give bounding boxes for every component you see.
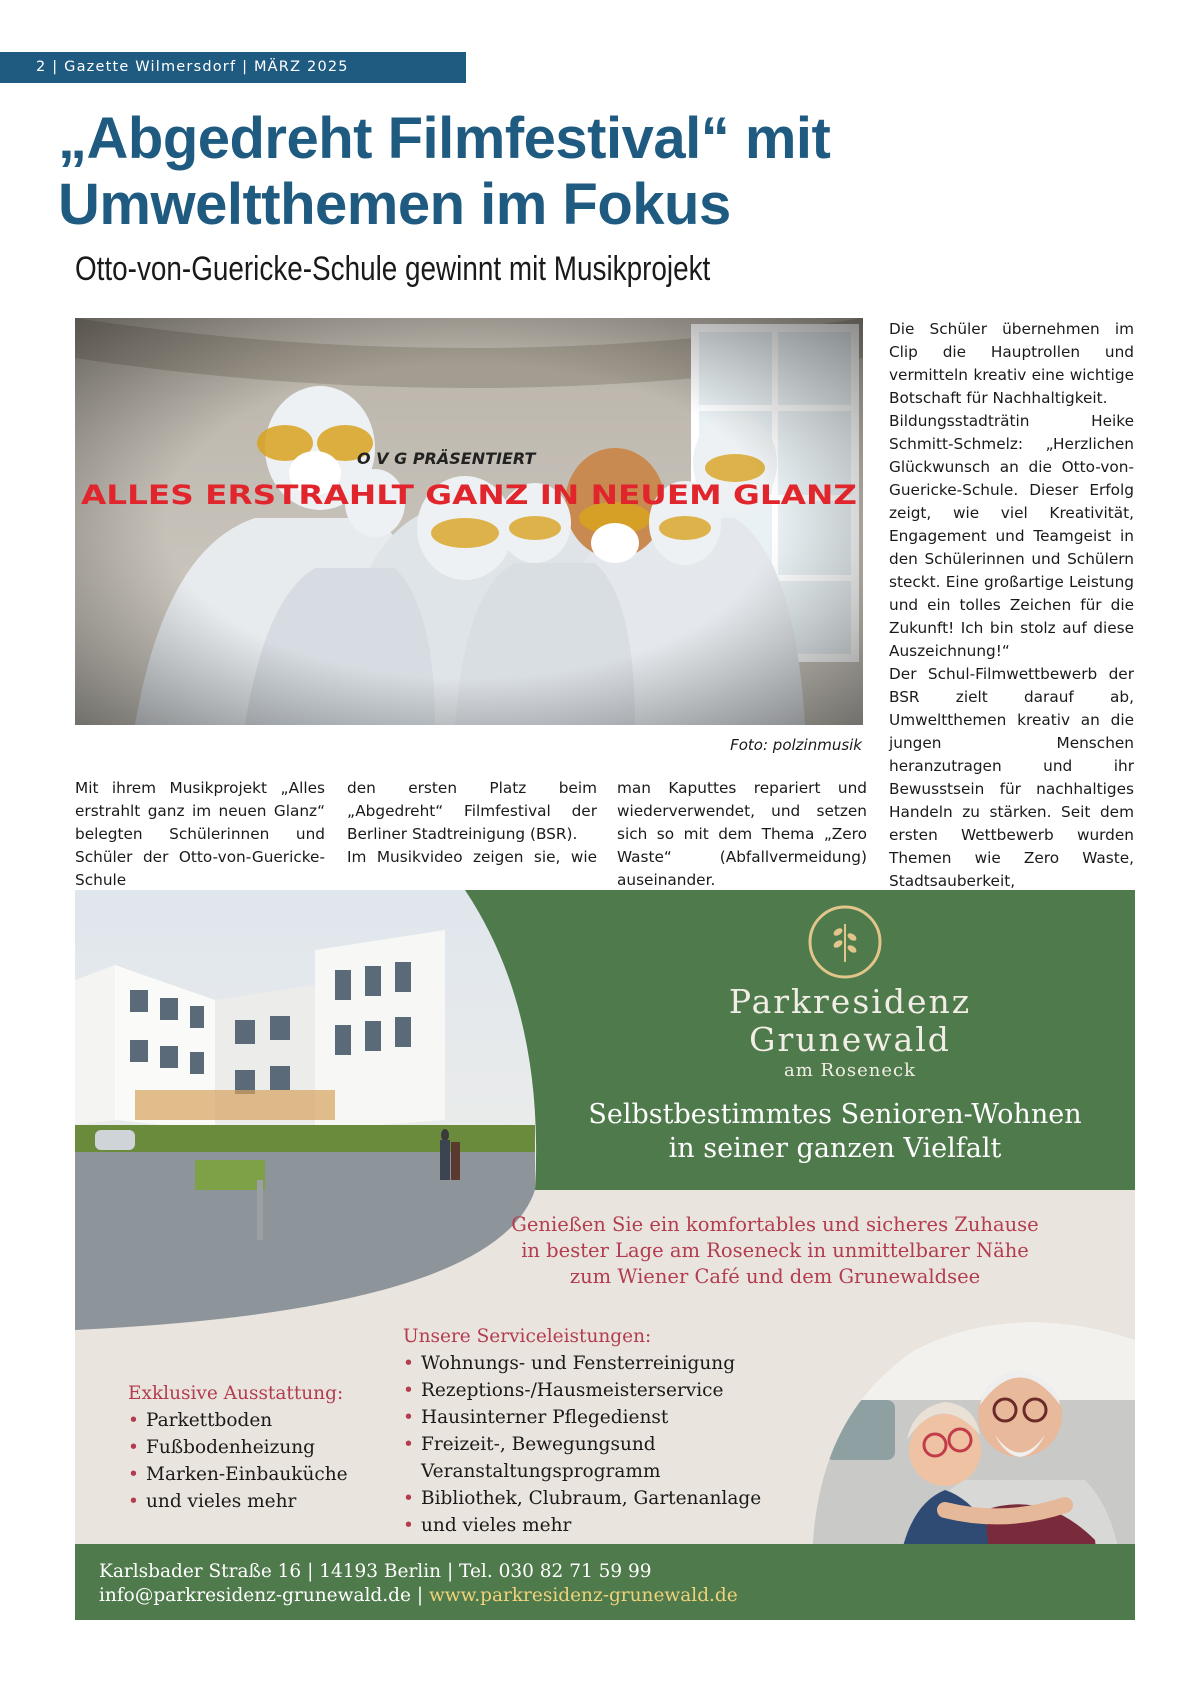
- leaf-emblem-icon: [805, 902, 885, 982]
- article-column-3: [617, 777, 867, 892]
- equipment-list: [128, 1407, 388, 1515]
- equipment-section: [128, 1380, 388, 1515]
- list-item: • Hausinterner Pflegedienst: [403, 1404, 783, 1431]
- ad-lead-line-1: Genießen Sie ein komfortables und sicheres Zuhause: [511, 1213, 1039, 1236]
- article-side-column: [889, 318, 1134, 962]
- advertisement-parkresidenz: [75, 890, 1135, 1620]
- article-column-1: [75, 777, 325, 892]
- article-paragraph-3: Im Musikvideo zeigen sie, wie: [347, 848, 597, 866]
- brand-name-line-2: Grunewald: [749, 1020, 951, 1059]
- photo-overlay-large: ALLES ERSTRAHLT GANZ IN NEUEM GLANZ: [81, 480, 857, 511]
- side-paragraph-1: Die Schüler übernehmen im Clip die Hauptrollen und vermitteln kreativ eine wichtige Botschaft für Nachhaltigkeit.: [889, 320, 1134, 407]
- list-item: • Marken-Einbauküche: [128, 1461, 388, 1488]
- ad-lead-text: [485, 1212, 1065, 1290]
- article-paragraph-4: man Kaputtes repariert und wiederverwendet, und setzen sich so mit dem Thema „Zero Waste“ (Abfallvermeidung) auseinander.: [617, 779, 867, 889]
- list-item: • und vieles mehr: [128, 1488, 388, 1515]
- photo-overlay-small: O V G PRÄSENTIERT: [357, 449, 536, 468]
- list-item: • Wohnungs- und Fensterreinigung: [403, 1350, 783, 1377]
- list-item: • Bibliothek, Clubraum, Gartenanlage: [403, 1485, 783, 1512]
- contact-line-1: Karlsbader Straße 16 | 14193 Berlin | Tel. 030 82 71 59 99: [99, 1561, 652, 1582]
- brand-subtitle: am Roseneck: [783, 1060, 917, 1081]
- issue-line: 2 | Gazette Wilmersdorf | MÄRZ 2025: [36, 59, 349, 75]
- ad-lead-line-3: zum Wiener Café und dem Grunewaldsee: [569, 1265, 981, 1288]
- ad-tagline-line-1: Selbstbestimmtes Senioren-Wohnen: [588, 1099, 1082, 1130]
- list-item: • Freizeit-, Bewegungsund Veranstaltungsprogramm: [403, 1431, 783, 1485]
- ad-contact: [99, 1560, 738, 1608]
- page-header-bar: [0, 52, 466, 83]
- side-paragraph-3: Der Schul-Filmwettbewerb der BSR zielt darauf ab, Umweltthemen kreativ an die jungen Menschen heranzutragen und ihr Bewusstsein für nachhaltiges Handeln zu stärken. Seit dem ersten Wettbewerb wurden Themen wie Zero Waste, Stadtsauberkeit,: [889, 665, 1134, 890]
- list-item: • Fußbodenheizung: [128, 1434, 388, 1461]
- students-in-protective-suits-image: [75, 318, 863, 725]
- side-paragraph-2: Bildungsstadträtin Heike Schmitt-Schmelz: „Herzlichen Glückwunsch an die Otto-von-Guericke-Schule. Dieser Erfolg zeigt, wie viel Kreativität, Engagement und Teamgeist in den Schülerinnen und Schülern steckt. Eine großartige Leistung und ein tolles Zeichen für die Zukunft! Ich bin stolz auf diese Auszeichnung!“: [889, 412, 1134, 660]
- services-list: [403, 1350, 783, 1539]
- brand-name-line-1: Parkresidenz: [728, 982, 972, 1021]
- ad-lead-line-2: in bester Lage am Roseneck in unmittelbarer Nähe: [521, 1239, 1029, 1262]
- equipment-title: Exklusive Ausstattung:: [128, 1383, 344, 1404]
- photo-credit: Foto: polzinmusik: [730, 736, 862, 754]
- services-title: Unsere Serviceleistungen:: [403, 1326, 652, 1347]
- list-item: • Parkettboden: [128, 1407, 388, 1434]
- article-subheadline: Otto-von-Guericke-Schule gewinnt mit Musikprojekt: [75, 250, 711, 288]
- list-item: • und vieles mehr: [403, 1512, 783, 1539]
- article-column-2: [347, 777, 597, 869]
- ad-tagline-line-2: in seiner ganzen Vielfalt: [668, 1133, 1002, 1164]
- ad-tagline: [555, 1098, 1115, 1166]
- article-paragraph-2: den ersten Platz beim „Abgedreht“ Filmfestival der Berliner Stadtreinigung (BSR).: [347, 779, 597, 843]
- list-item: • Rezeptions-/Hausmeisterservice: [403, 1377, 783, 1404]
- article-photo: [75, 318, 863, 725]
- contact-email[interactable]: info@parkresidenz-grunewald.de: [99, 1585, 411, 1606]
- contact-line-2: [99, 1584, 738, 1608]
- article-headline: [58, 106, 1058, 238]
- contact-separator: |: [416, 1585, 424, 1606]
- headline-line-1: „Abgedreht Filmfestival“ mit: [58, 106, 831, 171]
- brand-name: [715, 983, 985, 1059]
- article-paragraph-1: Mit ihrem Musikprojekt „Alles erstrahlt ganz im neuen Glanz“ belegten Schülerinnen und Schüler der Otto-von-Guericke-Schule: [75, 779, 325, 889]
- headline-line-2: Umweltthemen im Fokus: [58, 172, 731, 237]
- services-section: [403, 1323, 783, 1539]
- contact-website[interactable]: www.parkresidenz-grunewald.de: [428, 1585, 738, 1606]
